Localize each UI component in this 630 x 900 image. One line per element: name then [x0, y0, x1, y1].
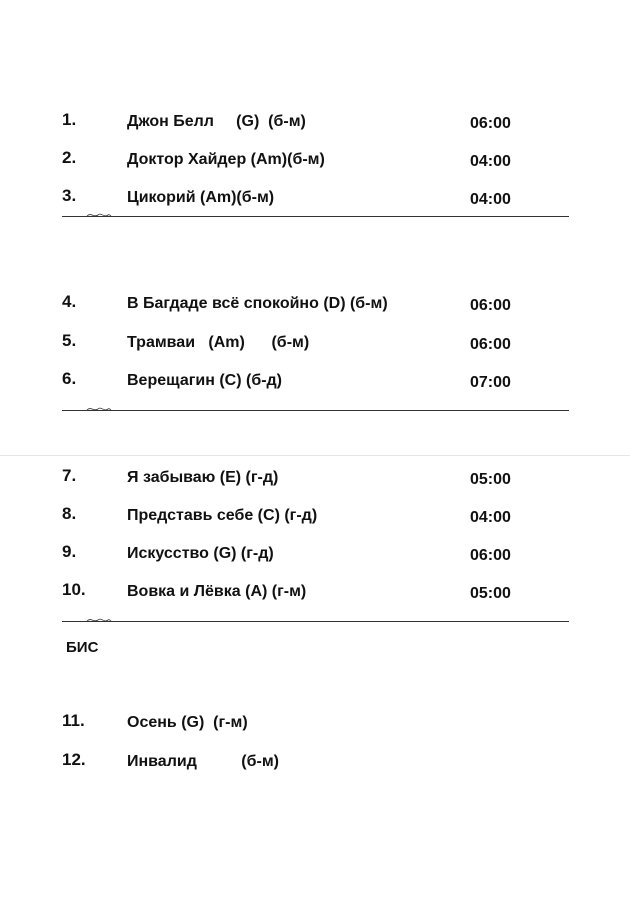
song-number: 6.	[62, 369, 77, 388]
flourish-ornament	[86, 404, 112, 414]
song-title: Цикорий (Am)(б-м)	[127, 189, 275, 206]
song-number: 8.	[62, 504, 77, 523]
song-title: Инвалид (б-м)	[127, 753, 279, 770]
section-divider	[62, 211, 569, 221]
song-row	[0, 504, 630, 528]
song-row	[0, 711, 630, 735]
song-duration: 06:00	[470, 547, 511, 564]
song-number: 12.	[62, 750, 86, 769]
song-number: 10.	[62, 580, 86, 599]
flourish-ornament	[86, 210, 112, 220]
song-row	[0, 292, 630, 316]
song-title: Трамваи (Am) (б-м)	[127, 334, 310, 351]
song-number: 3.	[62, 186, 77, 205]
song-duration: 05:00	[470, 585, 511, 602]
song-duration: 04:00	[470, 191, 511, 208]
song-duration: 05:00	[470, 471, 511, 488]
song-title: Доктор Хайдер (Am)(б-м)	[127, 151, 325, 168]
section-divider	[62, 405, 569, 415]
song-duration: 07:00	[470, 374, 511, 391]
song-number: 11.	[62, 711, 85, 730]
section-divider	[62, 616, 569, 626]
song-title: Джон Белл (G) (б-м)	[127, 113, 306, 130]
song-duration: 06:00	[470, 297, 511, 314]
song-title: Осень (G) (г-м)	[127, 714, 248, 731]
song-duration: 06:00	[470, 336, 511, 353]
song-number: 4.	[62, 292, 77, 311]
song-number: 7.	[62, 466, 77, 485]
song-number: 1.	[62, 110, 77, 129]
song-title: Верещагин (C) (б-д)	[127, 372, 283, 389]
song-duration: 06:00	[470, 115, 511, 132]
song-row	[0, 750, 630, 774]
song-number: 2.	[62, 148, 77, 167]
flourish-ornament	[86, 615, 112, 625]
song-row	[0, 542, 630, 566]
encore-heading: БИС	[66, 639, 99, 656]
song-duration: 04:00	[470, 509, 511, 526]
song-row	[0, 466, 630, 490]
song-title: Вовка и Лёвка (A) (г-м)	[127, 583, 307, 600]
song-row	[0, 369, 630, 393]
song-row	[0, 580, 630, 604]
song-title: Я забываю (E) (г-д)	[127, 469, 279, 486]
song-row	[0, 148, 630, 172]
song-number: 5.	[62, 331, 77, 350]
song-title: В Багдаде всё спокойно (D) (б-м)	[127, 295, 388, 312]
song-duration: 04:00	[470, 153, 511, 170]
song-number: 9.	[62, 542, 77, 561]
song-title: Представь себе (C) (г-д)	[127, 507, 318, 524]
song-title: Искусство (G) (г-д)	[127, 545, 274, 562]
scan-artifact-line	[0, 455, 630, 456]
song-row	[0, 331, 630, 355]
song-row	[0, 110, 630, 134]
song-row	[0, 186, 630, 210]
